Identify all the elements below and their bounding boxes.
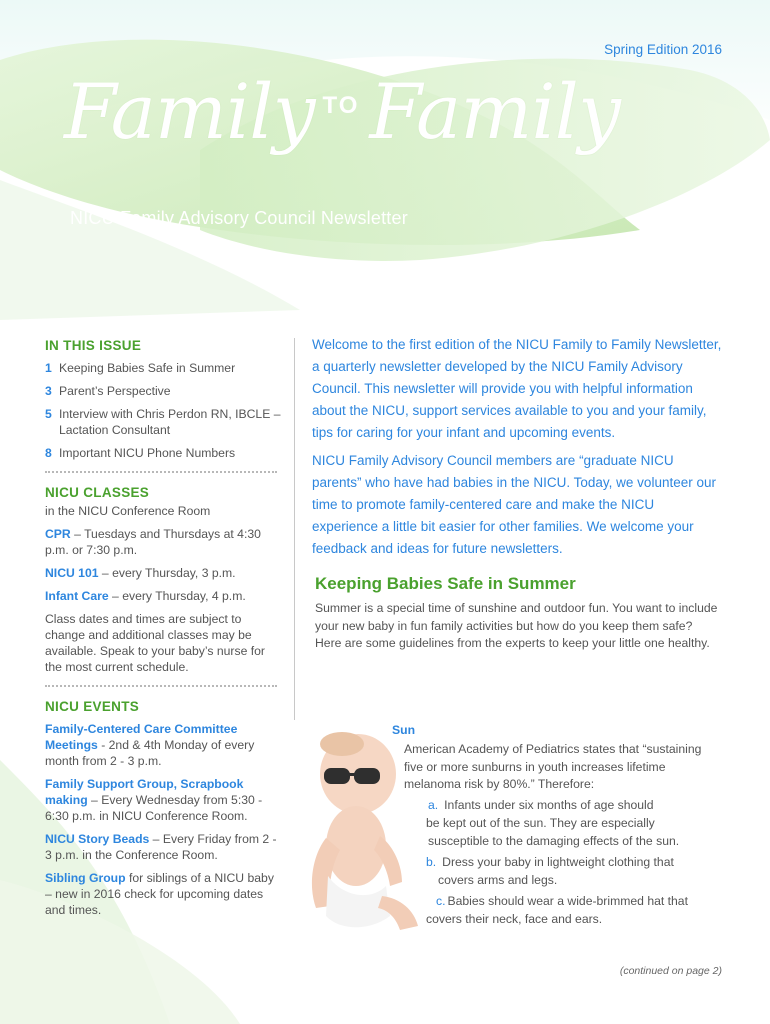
nicu-classes-heading: NICU CLASSES [45, 485, 150, 500]
event-name: Sibling Group [45, 871, 126, 885]
sidebar [45, 338, 281, 925]
class-detail: – Tuesdays and Thursdays at 4:30 p.m. or 7:30 p.m. [45, 527, 261, 557]
class-item [45, 588, 281, 604]
title-word-right: Family [369, 67, 620, 156]
article-title: Keeping Babies Safe in Summer [315, 574, 576, 593]
class-name: NICU 101 [45, 566, 99, 580]
classes-note: Class dates and times are subject to change and additional classes may be available. Speak to your baby’s nurse for the most current schedule. [45, 612, 265, 674]
event-item [45, 721, 281, 769]
list-item [426, 854, 674, 872]
nicu-events-heading: NICU EVENTS [45, 699, 140, 714]
title-word-left: Family [64, 67, 315, 156]
list-item [436, 893, 688, 911]
toc-page-number: 3 [45, 384, 52, 398]
list-text: Babies should wear a wide-brimmed hat that [447, 894, 688, 908]
event-detail: – Every Friday from 2 - 3 p.m. in the Conference Room. [45, 832, 277, 862]
sun-paragraph: American Academy of Pediatrics states that “sustaining five or more sunburns in youth increases lifetime melanoma risk by 80%.” Therefore: [404, 742, 702, 791]
toc-item-text: Keeping Babies Safe in Summer [59, 361, 236, 375]
classes-location: in the NICU Conference Room [45, 504, 211, 518]
list-item-continued: susceptible to the damaging effects of the sun. [428, 834, 680, 848]
in-this-issue-heading: IN THIS ISSUE [45, 338, 142, 353]
masthead-title [64, 67, 620, 156]
event-item [45, 870, 281, 918]
event-name: Family Support Group, Scrapbook making [45, 777, 244, 807]
class-name: Infant Care [45, 589, 109, 603]
edition-label: Spring Edition 2016 [604, 42, 722, 57]
class-item [45, 565, 281, 581]
event-item [45, 831, 281, 863]
event-detail: for siblings of a NICU baby – new in 2016 check for upcoming dates and times. [45, 871, 274, 917]
list-item-continued: be kept out of the sun. They are especially [426, 816, 655, 830]
intro-paragraph: NICU Family Advisory Council members are “graduate NICU parents” who have had babies in the NICU. Today, we volunteer our time to promote family-centered care and make the NICU experience a little bit easier for other families. We welcome your feedback and ideas for future newsletters. [312, 453, 716, 556]
class-name: CPR [45, 527, 71, 541]
class-detail: – every Thursday, 3 p.m. [98, 566, 236, 580]
toc-page-number: 5 [45, 407, 52, 421]
toc-item-text: Parent’s Perspective [59, 384, 171, 398]
dotted-divider [45, 685, 277, 687]
article-body: Summer is a special time of sunshine and outdoor fun. You want to include your new baby in fun family activities but how do you keep them safe? Here are some guidelines from the experts to keep your little one healthy. [315, 601, 718, 650]
newsletter-subtitle: NICU Family Advisory Council Newsletter [70, 208, 408, 228]
list-letter: b. [426, 855, 437, 869]
continued-note: (continued on page 2) [619, 965, 722, 977]
list-item-continued: covers their neck, face and ears. [426, 912, 603, 926]
event-detail: – Every Wednesday from 5:30 - 6:30 p.m. in NICU Conference Room. [45, 793, 263, 823]
sun-subheading: Sun [392, 723, 416, 737]
intro-paragraph: Welcome to the first edition of the NICU Family to Family Newsletter, a quarterly newsletter developed by the NICU Family Advisory Council. This newsletter will provide you with helpful information about the NICU, support services available to you and your family, tips for caring for your infant and upcoming events. [312, 337, 722, 440]
toc-page-number: 8 [45, 446, 52, 460]
dotted-divider [45, 471, 277, 473]
class-detail: – every Thursday, 4 p.m. [108, 589, 246, 603]
list-text: Infants under six months of age should [444, 798, 654, 812]
toc-item[interactable] [45, 406, 281, 438]
event-name: NICU Story Beads [45, 832, 150, 846]
toc-item[interactable] [45, 383, 281, 399]
toc-page-number: 1 [45, 361, 52, 375]
list-text: Dress your baby in lightweight clothing that [442, 855, 674, 869]
toc-item[interactable] [45, 360, 281, 376]
list-item-continued: covers arms and legs. [438, 873, 558, 887]
column-divider [294, 338, 295, 720]
toc-item[interactable] [45, 445, 281, 461]
event-name: Family-Centered Care Committee Meetings [45, 722, 238, 752]
main-column [312, 334, 722, 653]
toc-item-text: Important NICU Phone Numbers [59, 446, 236, 460]
class-item [45, 526, 281, 558]
event-detail: - 2nd & 4th Monday of every month from 2 - 3 p.m. [45, 738, 255, 768]
event-item [45, 776, 281, 824]
list-item [428, 797, 654, 815]
list-letter: c. [436, 894, 446, 908]
title-connector: TO [322, 92, 360, 119]
toc-item-text: Interview with Chris Perdon RN, IBCLE – Lactation Consultant [59, 407, 281, 437]
list-letter: a. [428, 798, 439, 812]
